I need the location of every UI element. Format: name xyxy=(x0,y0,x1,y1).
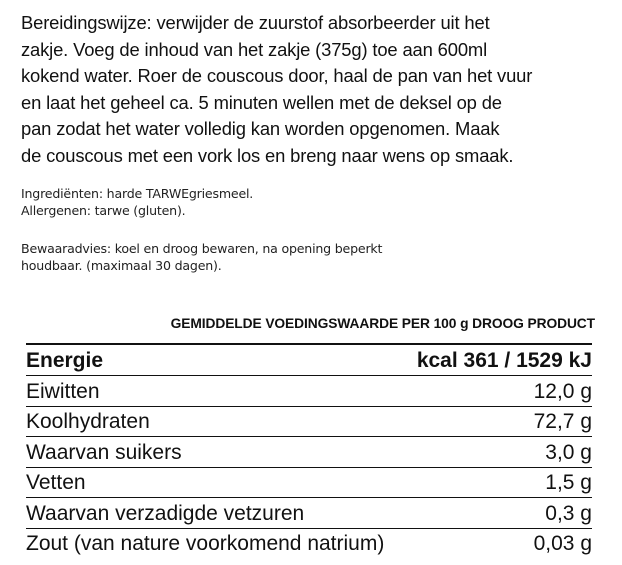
preparation-line: en laat het geheel ca. 5 minuten wellen met de deksel op de xyxy=(21,91,502,113)
nutrition-value: 72,7 g xyxy=(533,410,592,433)
nutrition-label: Koolhydraten xyxy=(26,410,150,433)
preparation-line: Bereidingswijze: verwijder de zuurstof absorbeerder uit het xyxy=(21,12,490,33)
ingredients-text: Ingrediënten: harde TARWEgriesmeel. xyxy=(21,186,254,201)
ingredients-block xyxy=(21,186,253,219)
preparation-line: kokend water. Roer de couscous door, haal de pan van het vuur xyxy=(21,65,533,86)
nutrition-row xyxy=(26,376,592,407)
nutrition-label: Waarvan verzadigde vetzuren xyxy=(26,501,305,525)
nutrition-title: GEMIDDELDE VOEDINGSWAARDE PER 100 g DROOG PRODUCT xyxy=(170,316,595,331)
preparation-line: pan zodat het water volledig kan worden opgenomen. Maak xyxy=(21,118,500,139)
nutrition-table xyxy=(26,343,592,558)
nutrition-row-energy xyxy=(26,343,592,376)
storage-line: Bewaaradvies: koel en droog bewaren, na opening beperkt xyxy=(21,241,383,256)
nutrition-label: Eiwitten xyxy=(26,379,100,403)
nutrition-row xyxy=(26,407,592,438)
nutrition-label: Energie xyxy=(26,349,104,372)
nutrition-row xyxy=(26,468,592,499)
nutrition-label: Zout (van nature voorkomend natrium) xyxy=(26,532,385,555)
nutrition-value: 1,5 g xyxy=(545,471,592,494)
storage-advice xyxy=(21,241,382,274)
nutrition-value: 3,0 g xyxy=(545,440,592,464)
storage-line: houdbaar. (maximaal 30 dagen). xyxy=(21,257,222,273)
nutrition-value: 12,0 g xyxy=(533,379,592,403)
preparation-line: zakje. Voeg de inhoud van het zakje (375g) toe aan 600ml xyxy=(21,38,488,60)
nutrition-value: 0,3 g xyxy=(545,501,592,525)
allergens-text: Allergenen: tarwe (gluten). xyxy=(21,202,186,218)
nutrition-label: Waarvan suikers xyxy=(26,440,182,464)
nutrition-value: kcal 361 / 1529 kJ xyxy=(416,349,592,372)
preparation-line: de couscous met een vork los en breng naar wens op smaak. xyxy=(21,144,514,166)
nutrition-row xyxy=(26,437,592,468)
preparation-instructions xyxy=(21,10,616,169)
nutrition-label: Vetten xyxy=(26,471,86,494)
nutrition-value: 0,03 g xyxy=(533,532,592,555)
nutrition-row xyxy=(26,529,592,559)
nutrition-row xyxy=(26,498,592,529)
